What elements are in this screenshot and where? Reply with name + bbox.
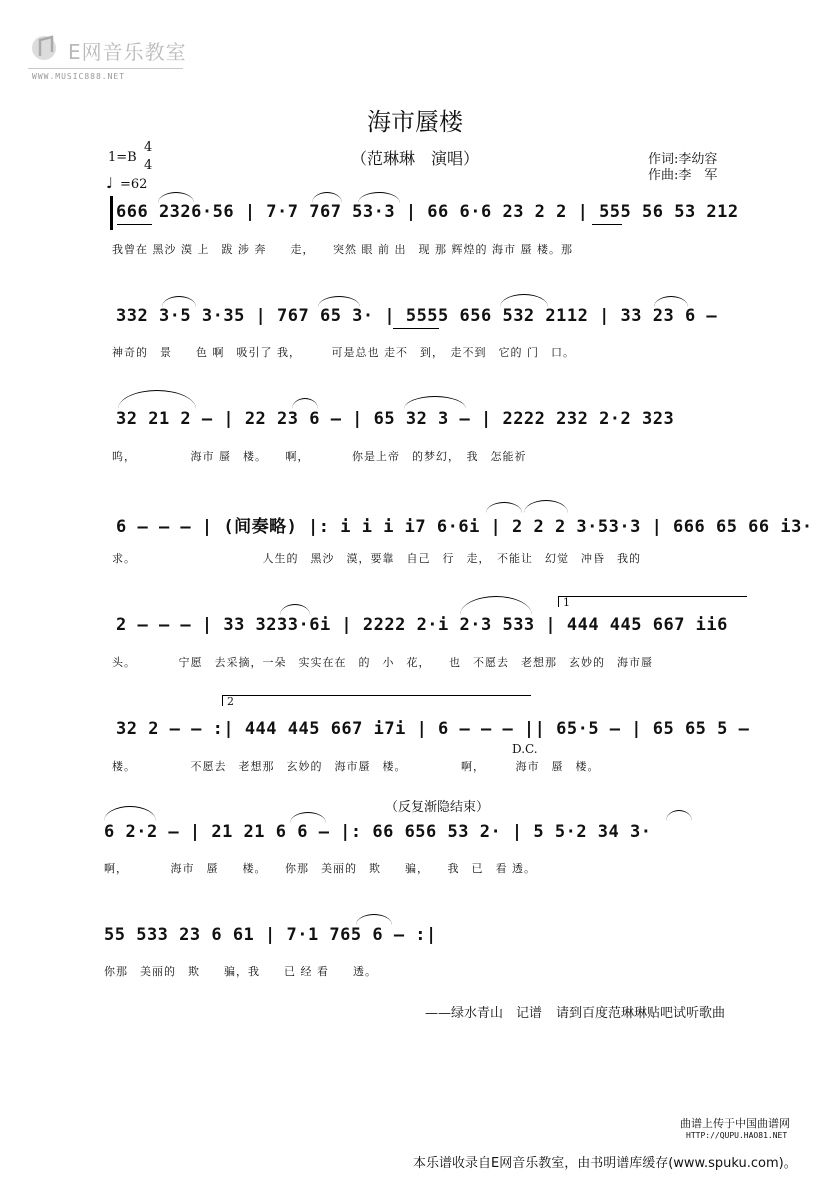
score-row-2: 332 3·5 3·35 | 767 65 3· | 5555 656 532 2112 | 33 23 6 — <box>116 306 718 326</box>
listen-note: 请到百度范琳琳贴吧试听歌曲 <box>556 1006 726 1021</box>
fade-instruction: （反复渐隐结束） <box>385 800 490 815</box>
recorder-credit: ——绿水青山 记谱 <box>425 1006 543 1021</box>
score-row-7: 6 2·2 — | 21 21 6 6 — |: 66 656 53 2· | 5 5·2 34 3· <box>104 822 652 842</box>
lyric-row-5: 头。 宁愿 去采摘，一朵 实实在在 的 小 花， 也 不愿去 老想那 玄妙的 海市蜃 <box>112 656 653 669</box>
start-bar <box>110 196 113 230</box>
score-row-8: 55 533 23 6 61 | 7·1 765 6 — :| <box>104 925 437 945</box>
lyric-row-2: 神奇的 景 色 啊 吸引了 我， 可是总也 走不 到， 走不到 它的 门 口。 <box>112 346 575 359</box>
lyric-row-4: 求。 人生的 黑沙 漠，要靠 自己 行 走， 不能让 幻觉 冲昏 我的 <box>112 552 641 565</box>
volta-1-bracket <box>558 596 747 607</box>
logo-url: WWW.MUSIC888.NET <box>32 72 126 81</box>
slur <box>104 806 156 821</box>
beam <box>393 328 439 329</box>
singer-line: （范琳琳 演唱） <box>350 149 479 168</box>
volta-2-label: 2 <box>227 695 234 708</box>
beam <box>117 224 152 225</box>
upload-url[interactable]: HTTP://QUPU.HAO81.NET <box>686 1131 788 1140</box>
score-row-6: 32 2 — — :| 444 445 667 i7i | 6 — — — || 65·5 — | 65 65 5 — <box>116 719 750 739</box>
volta-2-bracket <box>222 695 531 706</box>
time-sig-top: 4 <box>144 140 153 155</box>
slur <box>290 812 326 823</box>
lyric-row-1: 我曾在 黑沙 漠 上 跋 涉 奔 走， 突然 眼 前 出 现 那 辉煌的 海市 蜃 楼。那 <box>112 243 573 256</box>
slur <box>292 398 318 409</box>
slur <box>158 192 194 203</box>
da-capo-mark: D.C. <box>512 742 538 756</box>
lyric-row-3: 呜， 海市 蜃 楼。 啊， 你是上帝 的梦幻， 我 怎能祈 <box>112 450 527 463</box>
score-row-4: 6 — — — | (间奏略) |: i i i i7 6·6i | 2 2 2 3·53·3 | 666 65 66 i3· <box>116 517 813 537</box>
logo-divider <box>28 68 183 69</box>
lyric-row-7: 啊， 海市 蜃 楼。 你那 美丽的 欺 骗， 我 已 看 透。 <box>104 862 536 875</box>
slur <box>460 596 532 615</box>
slur <box>280 604 310 615</box>
slur <box>666 810 692 821</box>
volta-1-label: 1 <box>563 596 570 609</box>
lyricist: 作词:李幼容 <box>648 152 718 167</box>
music-note-icon <box>28 30 64 66</box>
site-logo <box>28 30 188 90</box>
time-sig-bottom: 4 <box>144 158 153 173</box>
slur <box>404 396 466 409</box>
slur <box>500 294 548 307</box>
logo-name: E网音乐教室 <box>68 40 187 64</box>
score-row-3: 32 21 2 — | 22 23 6 — | 65 32 3 — | 2222 232 2·2 323 <box>116 409 675 429</box>
composer: 作曲:李 军 <box>648 168 718 183</box>
beam <box>592 224 622 225</box>
lyric-row-6: 楼。 不愿去 老想那 玄妙的 海市蜃 楼。 啊， 海市 蜃 楼。 <box>112 760 600 773</box>
score-row-1: 666 2326·56 | 7·7 767 53·3 | 66 6·6 23 2 2 | 555 56 53 212 <box>116 202 739 222</box>
slur <box>358 192 400 203</box>
quarter-note-icon: ♩ <box>106 174 114 192</box>
slur <box>486 502 522 513</box>
slur <box>654 296 688 307</box>
slur <box>524 500 568 513</box>
key-signature: 1=B <box>108 150 137 165</box>
song-title: 海市蜃楼 <box>367 108 463 136</box>
slur <box>162 296 196 307</box>
slur <box>318 296 360 307</box>
slur <box>356 914 392 925</box>
upload-source: 曲谱上传于中国曲谱网 <box>680 1117 790 1130</box>
tempo: =62 <box>120 177 148 192</box>
slur <box>118 390 196 409</box>
lyric-row-8: 你那 美丽的 欺 骗，我 已 经 看 透。 <box>104 965 377 978</box>
score-row-5: 2 — — — | 33 3233·6i | 2222 2·i 2·3 533 | 444 445 667 ii6 <box>116 615 728 635</box>
collection-note: 本乐谱收录自E网音乐教室，由书明谱库缓存(www.spuku.com)。 <box>413 1156 797 1171</box>
slur <box>312 192 342 203</box>
